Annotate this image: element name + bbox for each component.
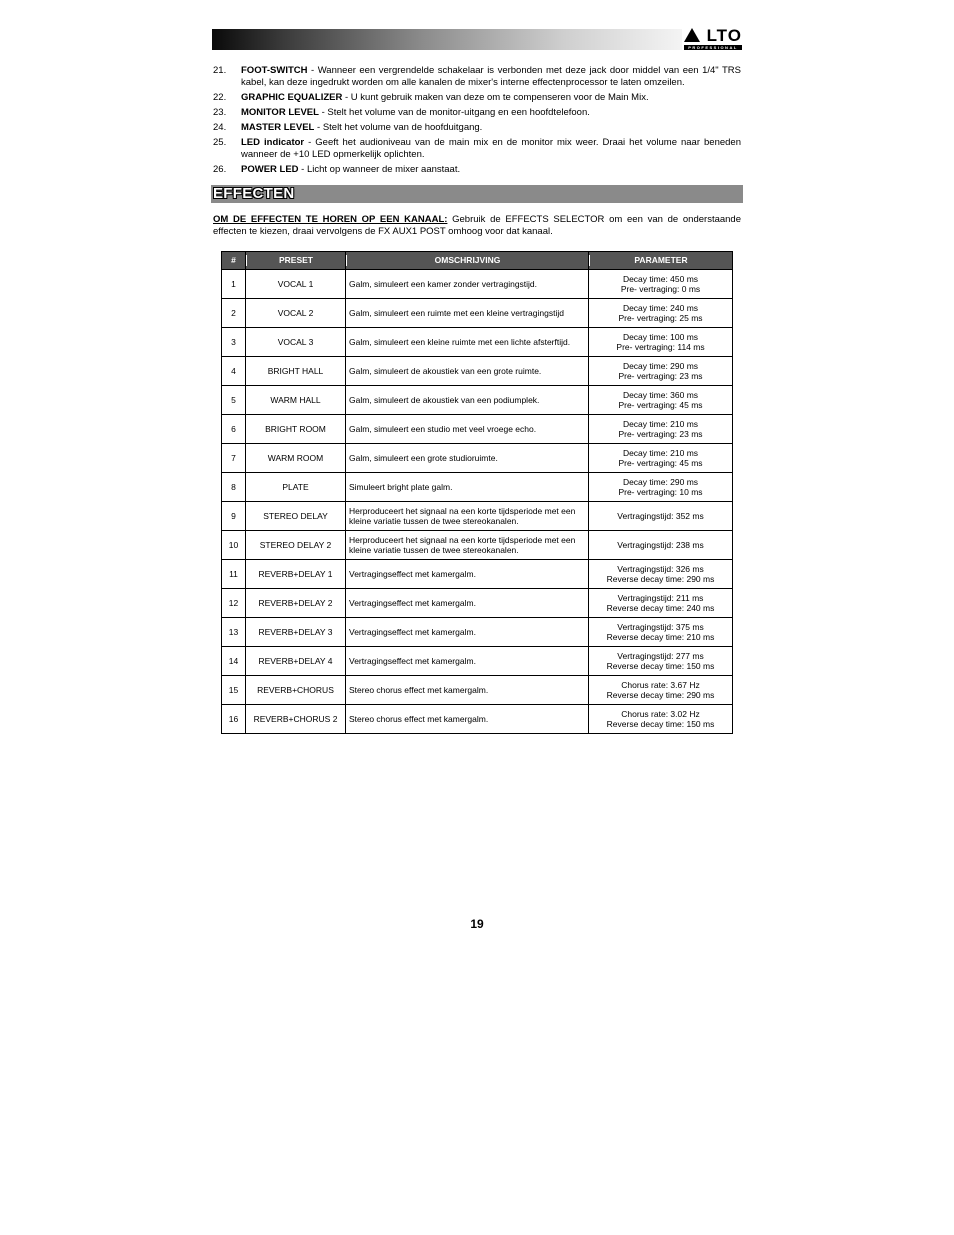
cell-num: 8 (222, 473, 246, 502)
intro-text: Gebruik de EFFECTS SELECTOR om een van de onderstaande effecten te kiezen, draai vervolgens de FX AUX1 POST omhoog voor dat kanaal. (213, 214, 741, 237)
cell-num: 2 (222, 299, 246, 328)
parameter-line-2: Reverse decay time: 290 ms (606, 574, 715, 584)
table-row (222, 589, 733, 618)
cell-num: 9 (222, 502, 246, 531)
parameter-line-1: Decay time: 290 ms (622, 476, 699, 487)
table-row (222, 473, 733, 502)
list-item (213, 122, 741, 134)
header-gradient-bar (212, 29, 682, 50)
cell-preset: BRIGHT ROOM (246, 415, 346, 444)
parameter-line-1: Vertragingstijd: 352 ms (617, 510, 704, 521)
table-row (222, 270, 733, 299)
cell-preset: REVERB+CHORUS (246, 676, 346, 705)
table-row (222, 676, 733, 705)
item-number: 25. (213, 137, 227, 148)
cell-preset: BRIGHT HALL (246, 357, 346, 386)
parameter-line-2: Pre- vertraging: 45 ms (618, 458, 703, 468)
cell-num: 11 (222, 560, 246, 589)
item-number: 24. (213, 122, 227, 133)
parameter-line-2: Pre- vertraging: 25 ms (618, 313, 703, 323)
cell-num: 7 (222, 444, 246, 473)
cell-num: 5 (222, 386, 246, 415)
cell-description: Simuleert bright plate galm. (346, 473, 589, 502)
list-item (213, 92, 741, 104)
parameter-line-2: Pre- vertraging: 10 ms (618, 487, 703, 497)
item-text: - U kunt gebruik maken van deze om te compenseren voor de Main Mix. (342, 92, 649, 103)
parameter-line-1: Decay time: 100 ms (622, 331, 699, 342)
section-intro (213, 214, 741, 238)
item-text: - Licht op wanneer de mixer aanstaat. (298, 164, 461, 175)
cell-preset: REVERB+DELAY 1 (246, 560, 346, 589)
item-text: - Wanneer een vergrendelde schakelaar is verbonden met deze jack door middel van een 1/4" TRS kabel, kan deze ingedrukt worden om alle kanalen de mixer's interne effectenprocessor te laten omzeilen. (241, 65, 741, 88)
cell-num: 16 (222, 705, 246, 734)
item-term: MASTER LEVEL (241, 122, 315, 133)
table-row (222, 357, 733, 386)
cell-preset: WARM ROOM (246, 444, 346, 473)
parameter-line-2: Pre- vertraging: 23 ms (618, 429, 703, 439)
logo-subtitle: PROFESSIONAL (684, 45, 742, 50)
header-parameter: PARAMETER (589, 252, 733, 270)
list-item (213, 107, 741, 119)
cell-preset: PLATE (246, 473, 346, 502)
list-item (213, 65, 741, 89)
parameter-line-1: Decay time: 360 ms (622, 389, 699, 400)
item-text: - Stelt het volume van de monitor-uitgang en een hoofdtelefoon. (318, 107, 590, 118)
table-row (222, 444, 733, 473)
item-number: 26. (213, 164, 227, 175)
cell-description: Galm, simuleert de akoustiek van een grote ruimte. (346, 357, 589, 386)
cell-parameter (589, 560, 733, 589)
cell-parameter (589, 299, 733, 328)
cell-description: Galm, simuleert de akoustiek van een podiumplek. (346, 386, 589, 415)
parameter-line-2: Pre- vertraging: 23 ms (618, 371, 703, 381)
effects-table (221, 251, 733, 734)
table-row (222, 531, 733, 560)
cell-parameter (589, 386, 733, 415)
parameter-line-1: Decay time: 210 ms (622, 418, 699, 429)
cell-description: Herproduceert het signaal na een korte tijdsperiode met een kleine variatie tussen de twee stereokanalen. (346, 502, 589, 531)
section-title: EFFECTEN (213, 185, 295, 202)
parameter-line-1: Vertragingstijd: 238 ms (617, 539, 704, 550)
cell-description: Stereo chorus effect met kamergalm. (346, 676, 589, 705)
header-description: OMSCHRIJVING (346, 252, 589, 270)
cell-num: 10 (222, 531, 246, 560)
cell-parameter (589, 357, 733, 386)
item-number: 21. (213, 65, 227, 76)
effects-table-body (222, 270, 733, 734)
table-row (222, 560, 733, 589)
cell-preset: VOCAL 3 (246, 328, 346, 357)
parameter-line-1: Vertragingstijd: 326 ms (617, 563, 704, 574)
parameter-line-1: Chorus rate: 3.02 Hz (621, 708, 700, 719)
cell-num: 4 (222, 357, 246, 386)
cell-description: Galm, simuleert een studio met veel vroege echo. (346, 415, 589, 444)
list-item (213, 164, 741, 176)
header-num: # (222, 252, 246, 270)
list-item (213, 137, 741, 161)
cell-preset: REVERB+CHORUS 2 (246, 705, 346, 734)
cell-parameter (589, 502, 733, 531)
item-number: 22. (213, 92, 227, 103)
cell-description: Stereo chorus effect met kamergalm. (346, 705, 589, 734)
parameter-line-1: Decay time: 450 ms (622, 273, 699, 284)
cell-description: Galm, simuleert een kamer zonder vertragingstijd. (346, 270, 589, 299)
cell-num: 13 (222, 618, 246, 647)
table-row (222, 647, 733, 676)
parameter-line-2: Pre- vertraging: 114 ms (616, 342, 705, 352)
intro-lead: OM DE EFFECTEN TE HOREN OP EEN KANAAL: (213, 214, 448, 225)
alto-logo (684, 27, 742, 51)
cell-preset: VOCAL 1 (246, 270, 346, 299)
parameter-line-2: Reverse decay time: 150 ms (606, 719, 715, 729)
cell-description: Vertragingseffect met kamergalm. (346, 560, 589, 589)
numbered-item-list (213, 65, 741, 179)
table-row (222, 386, 733, 415)
item-term: MONITOR LEVEL (241, 107, 319, 118)
cell-description: Herproduceert het signaal na een korte tijdsperiode met een kleine variatie tussen de twee stereokanalen. (346, 531, 589, 560)
cell-preset: REVERB+DELAY 2 (246, 589, 346, 618)
item-number: 23. (213, 107, 227, 118)
cell-num: 14 (222, 647, 246, 676)
table-row (222, 618, 733, 647)
logo-wordmark: LTO (706, 26, 742, 45)
cell-description: Vertragingseffect met kamergalm. (346, 589, 589, 618)
cell-num: 15 (222, 676, 246, 705)
parameter-line-1: Vertragingstijd: 211 ms (617, 592, 704, 603)
item-text: - Geeft het audioniveau van de main mix en de monitor mix weer. Draai het volume naar beneden wanneer de +10 LED opmerkelijk oplichten. (241, 137, 741, 160)
cell-num: 1 (222, 270, 246, 299)
parameter-line-1: Chorus rate: 3.67 Hz (621, 679, 700, 690)
header-preset: PRESET (246, 252, 346, 270)
parameter-line-1: Vertragingstijd: 277 ms (617, 650, 704, 661)
parameter-line-2: Pre- vertraging: 45 ms (618, 400, 703, 410)
cell-parameter (589, 415, 733, 444)
cell-parameter (589, 676, 733, 705)
item-term: FOOT-SWITCH (241, 65, 308, 76)
parameter-line-1: Decay time: 290 ms (622, 360, 699, 371)
cell-num: 12 (222, 589, 246, 618)
cell-parameter (589, 328, 733, 357)
cell-parameter (589, 618, 733, 647)
parameter-line-1: Decay time: 240 ms (622, 302, 699, 313)
table-header-row (222, 252, 733, 270)
parameter-line-2: Reverse decay time: 150 ms (606, 661, 715, 671)
parameter-line-2: Reverse decay time: 240 ms (606, 603, 715, 613)
parameter-line-1: Decay time: 210 ms (622, 447, 699, 458)
parameter-line-2: Reverse decay time: 210 ms (606, 632, 715, 642)
cell-preset: REVERB+DELAY 4 (246, 647, 346, 676)
cell-parameter (589, 589, 733, 618)
cell-parameter (589, 473, 733, 502)
parameter-line-2: Reverse decay time: 290 ms (606, 690, 715, 700)
cell-preset: STEREO DELAY (246, 502, 346, 531)
section-heading-bar (211, 185, 743, 203)
cell-description: Galm, simuleert een kleine ruimte met een lichte afsterftijd. (346, 328, 589, 357)
cell-parameter (589, 647, 733, 676)
table-row (222, 502, 733, 531)
item-term: POWER LED (241, 164, 299, 175)
cell-preset: REVERB+DELAY 3 (246, 618, 346, 647)
table-row (222, 415, 733, 444)
cell-preset: STEREO DELAY 2 (246, 531, 346, 560)
table-row (222, 328, 733, 357)
cell-parameter (589, 444, 733, 473)
cell-description: Vertragingseffect met kamergalm. (346, 618, 589, 647)
item-term: LED indicator (241, 137, 305, 148)
cell-num: 6 (222, 415, 246, 444)
cell-description: Galm, simuleert een grote studioruimte. (346, 444, 589, 473)
table-row (222, 705, 733, 734)
cell-parameter (589, 270, 733, 299)
cell-parameter (589, 705, 733, 734)
item-term: GRAPHIC EQUALIZER (241, 92, 343, 103)
parameter-line-1: Vertragingstijd: 375 ms (617, 621, 704, 632)
cell-description: Vertragingseffect met kamergalm. (346, 647, 589, 676)
cell-num: 3 (222, 328, 246, 357)
table-row (222, 299, 733, 328)
page-number: 19 (470, 917, 484, 931)
cell-parameter (589, 531, 733, 560)
cell-preset: WARM HALL (246, 386, 346, 415)
cell-description: Galm, simuleert een ruimte met een kleine vertragingstijd (346, 299, 589, 328)
cell-preset: VOCAL 2 (246, 299, 346, 328)
item-text: - Stelt het volume van de hoofduitgang. (314, 122, 483, 133)
parameter-line-2: Pre- vertraging: 0 ms (620, 284, 701, 294)
